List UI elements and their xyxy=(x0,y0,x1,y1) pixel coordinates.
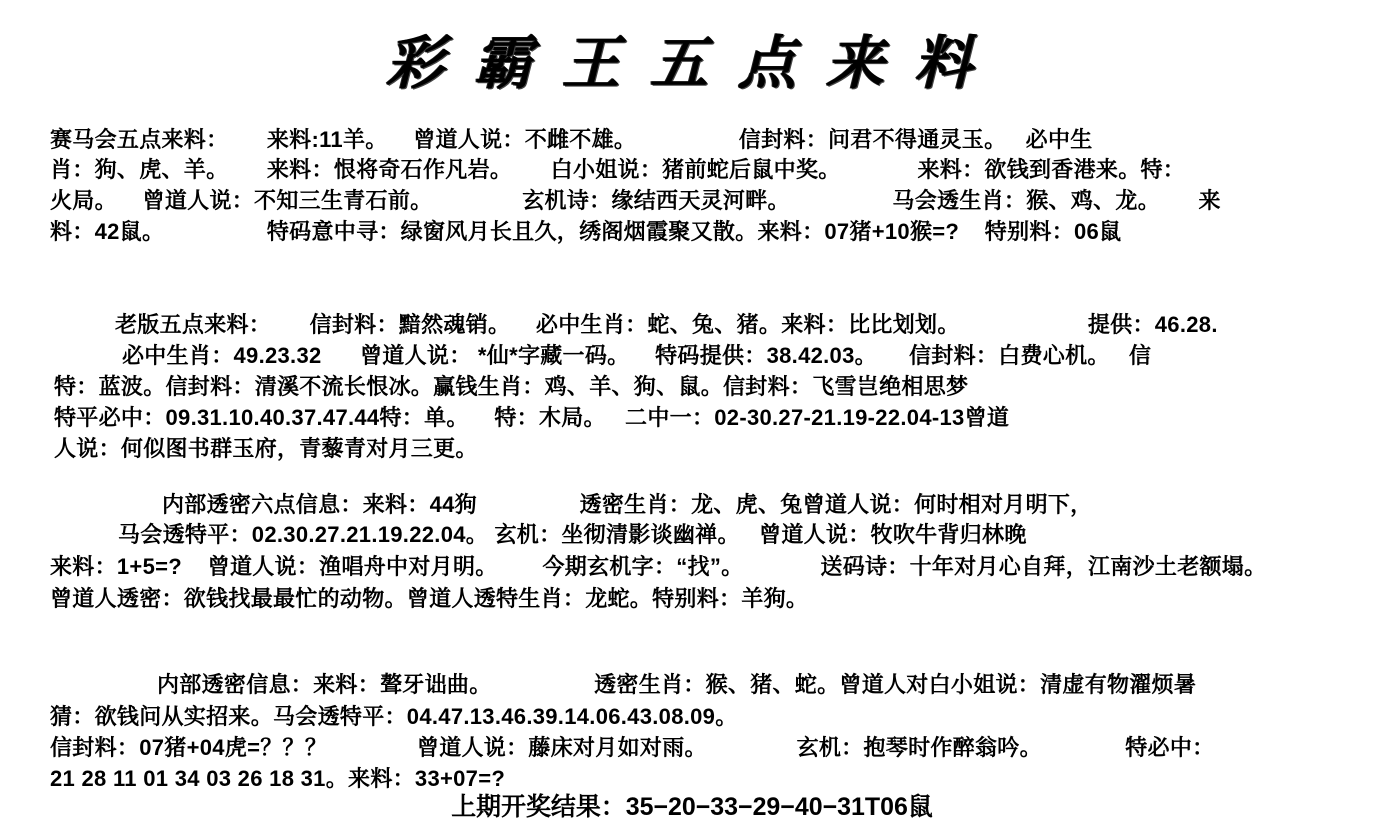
block2-line-5: 人说：何似图书群玉府，青藜青对月三更。 xyxy=(54,436,478,461)
last-draw-result: 上期开奖结果：35−20−33−29−40−31T06鼠 xyxy=(451,793,933,821)
block4-line-1: 内部透密信息：来料：聱牙诎曲。 透密生肖：猴、猪、蛇。曾道人对白小姐说：清虚有物濯烦暑 xyxy=(157,672,1197,697)
block1-line-2: 肖：狗、虎、羊。 来料：恨将奇石作凡岩。 白小姐说：猪前蛇后鼠中奖。 来料：欲钱到香港来。特： xyxy=(50,157,1186,182)
block3-line-2: 马会透特平：02.30.27.21.19.22.04。 玄机：坐彻清影谈幽禅。 曾道人说：牧吹牛背归林晚 xyxy=(118,522,1027,547)
block1-line-3: 火局。 曾道人说：不知三生青石前。 玄机诗：缘结西天灵河畔。 马会透生肖：猴、鸡、龙。 来 xyxy=(50,188,1221,213)
block2-line-2: 必中生肖：49.23.32 曾道人说： *仙*字藏一码。 特码提供：38.42.03。 信封料：白费心机。 信 xyxy=(122,343,1152,368)
block1-line-1: 赛马会五点来料： 来料:11羊。 曾道人说：不雌不雄。 信封料：问君不得通灵玉。 必中生 xyxy=(50,127,1093,152)
block2-line-4: 特平必中：09.31.10.40.37.47.44特：单。 特：木局。 二中一：02-30.27-21.19-22.04-13曾道 xyxy=(54,405,1010,430)
page-title: 彩霸王五点来料 xyxy=(385,29,1002,97)
block1-line-4: 料：42鼠。 特码意中寻：绿窗风月长且久，绣阁烟霞聚又散。来料：07猪+10猴=? 特别料：06鼠 xyxy=(50,219,1122,244)
block2-line-3: 特：蓝波。信封料：清溪不流长恨冰。赢钱生肖：鸡、羊、狗、鼠。信封料：飞雪岂绝相思梦 xyxy=(54,374,969,399)
block4-line-4: 21 28 11 01 34 03 26 18 31。来料：33+07=? xyxy=(50,766,506,791)
block3-line-3: 来料：1+5=? 曾道人说：渔唱舟中对月明。 今期玄机字：“找”。 送码诗：十年对月心自拜，江南沙土老额塌。 xyxy=(50,554,1267,579)
block4-line-2: 猜：欲钱问从实招来。马会透特平：04.47.13.46.39.14.06.43.08.09。 xyxy=(50,704,738,729)
block3-line-4: 曾道人透密：欲钱找最最忙的动物。曾道人透特生肖：龙蛇。特别料：羊狗。 xyxy=(50,586,809,611)
block4-line-3: 信封料：07猪+04虎=？？？ 曾道人说：藤床对月如对雨。 玄机：抱琴时作醉翁吟。 特必中： xyxy=(50,735,1215,760)
block3-line-1: 内部透密六点信息：来料：44狗 透密生肖：龙、虎、兔曾道人说：何时相对月明下， xyxy=(162,492,1093,517)
block2-line-1: 老版五点来料： 信封料：黯然魂销。 必中生肖：蛇、兔、猪。来料：比比划划。 提供：46.28. xyxy=(115,312,1218,337)
